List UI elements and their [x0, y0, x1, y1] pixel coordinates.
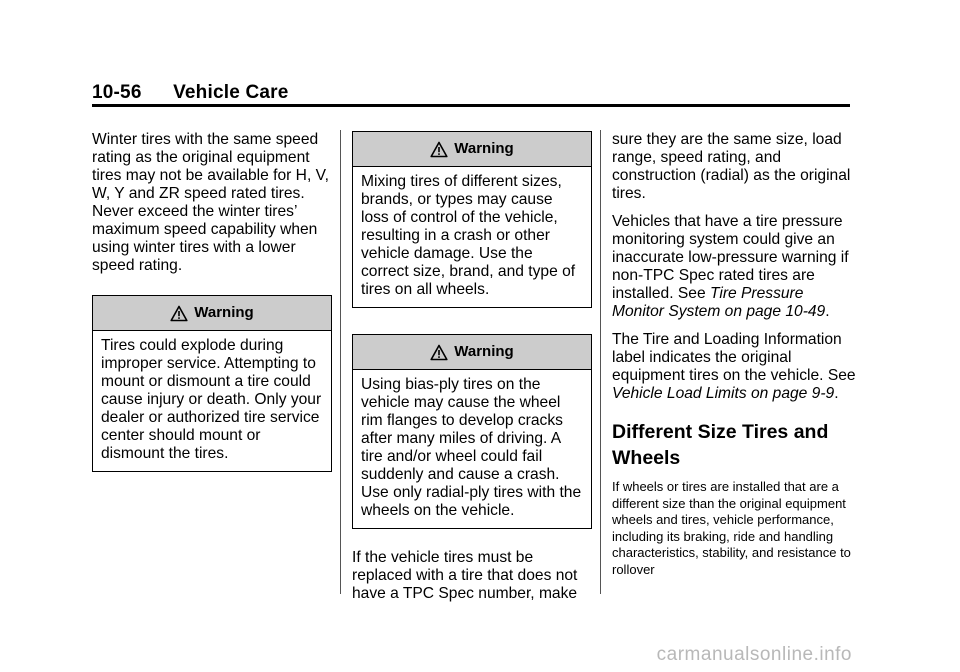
warning-header	[93, 296, 331, 331]
warning-header	[353, 132, 591, 167]
warning-icon	[430, 141, 448, 158]
load-limits-crossref-link[interactable]: Vehicle Load Limits on page 9-9	[612, 385, 835, 402]
header-rule	[92, 104, 850, 107]
warning-title: Warning	[454, 343, 514, 360]
loading-label-paragraph	[612, 331, 857, 403]
warning-box-bias-ply	[352, 334, 592, 529]
warning-icon	[170, 305, 188, 322]
different-size-paragraph: If wheels or tires are installed that are a different size than the original equipment wheels and tires, vehicle performance, including its braking, ride and handling characteristics, stability, and resistance to rollover	[612, 479, 851, 577]
page-number: 10-56	[92, 82, 142, 103]
winter-tires-paragraph: Winter tires with the same speed rating as the original equipment tires may not be available for H, V, W, Y and ZR speed rated tires. Never exceed the winter tires’ maximum speed capability when using winter tires with a lower speed rating.	[92, 131, 329, 274]
warning-text: Tires could explode during improper service. Attempting to mount or dismount a tire could cause injury or death. Only your dealer or authorized tire service center should mount or dismount the tires.	[101, 337, 322, 462]
warning-box-explode	[92, 295, 332, 472]
warning-box-mixing	[352, 131, 592, 308]
tpms-period: .	[825, 303, 830, 320]
column-2	[352, 131, 592, 613]
watermark: carmanualsonline.info	[656, 644, 852, 665]
warning-text: Using bias-ply tires on the vehicle may cause the wheel rim flanges to develop cracks after many miles of driving. A tire and/or wheel could fail suddenly and cause a crash. Use only radial-ply tires with the wheels on the vehicle.	[361, 376, 582, 519]
tpc-spec-paragraph: If the vehicle tires must be replaced with a tire that does not have a TPC Spec number, make	[352, 549, 578, 602]
warning-icon	[430, 344, 448, 361]
warning-text: Mixing tires of different sizes, brands, or types may cause loss of control of the vehicle, resulting in a crash or other vehicle damage. Use the correct size, brand, and type of tires on all wheels.	[361, 173, 576, 298]
load-limits-period: .	[834, 385, 839, 402]
section-heading: Different Size Tires and Wheels	[612, 421, 829, 469]
column-divider-2	[600, 130, 601, 594]
page-header	[92, 82, 289, 104]
same-size-paragraph: sure they are the same size, load range, speed rating, and construction (radial) as the original tires.	[612, 131, 851, 202]
warning-title: Warning	[454, 140, 514, 157]
column-3	[612, 131, 857, 588]
column-1	[92, 131, 332, 472]
section-title: Vehicle Care	[173, 82, 289, 103]
column-divider-1	[340, 130, 341, 594]
warning-title: Warning	[194, 304, 254, 321]
tpms-crossref-link[interactable]: Tire Pressure Monitor System on page 10-49	[612, 285, 826, 320]
tpms-text: Vehicles that have a tire pressure monitoring system could give an inaccurate low-pressure warning if non-TPC Spec rated tires are installed. See	[612, 213, 849, 302]
loading-label-text: The Tire and Loading Information label indicates the original equipment tires on the vehicle. See	[612, 331, 856, 384]
tpms-paragraph	[612, 213, 857, 321]
warning-header	[353, 335, 591, 370]
